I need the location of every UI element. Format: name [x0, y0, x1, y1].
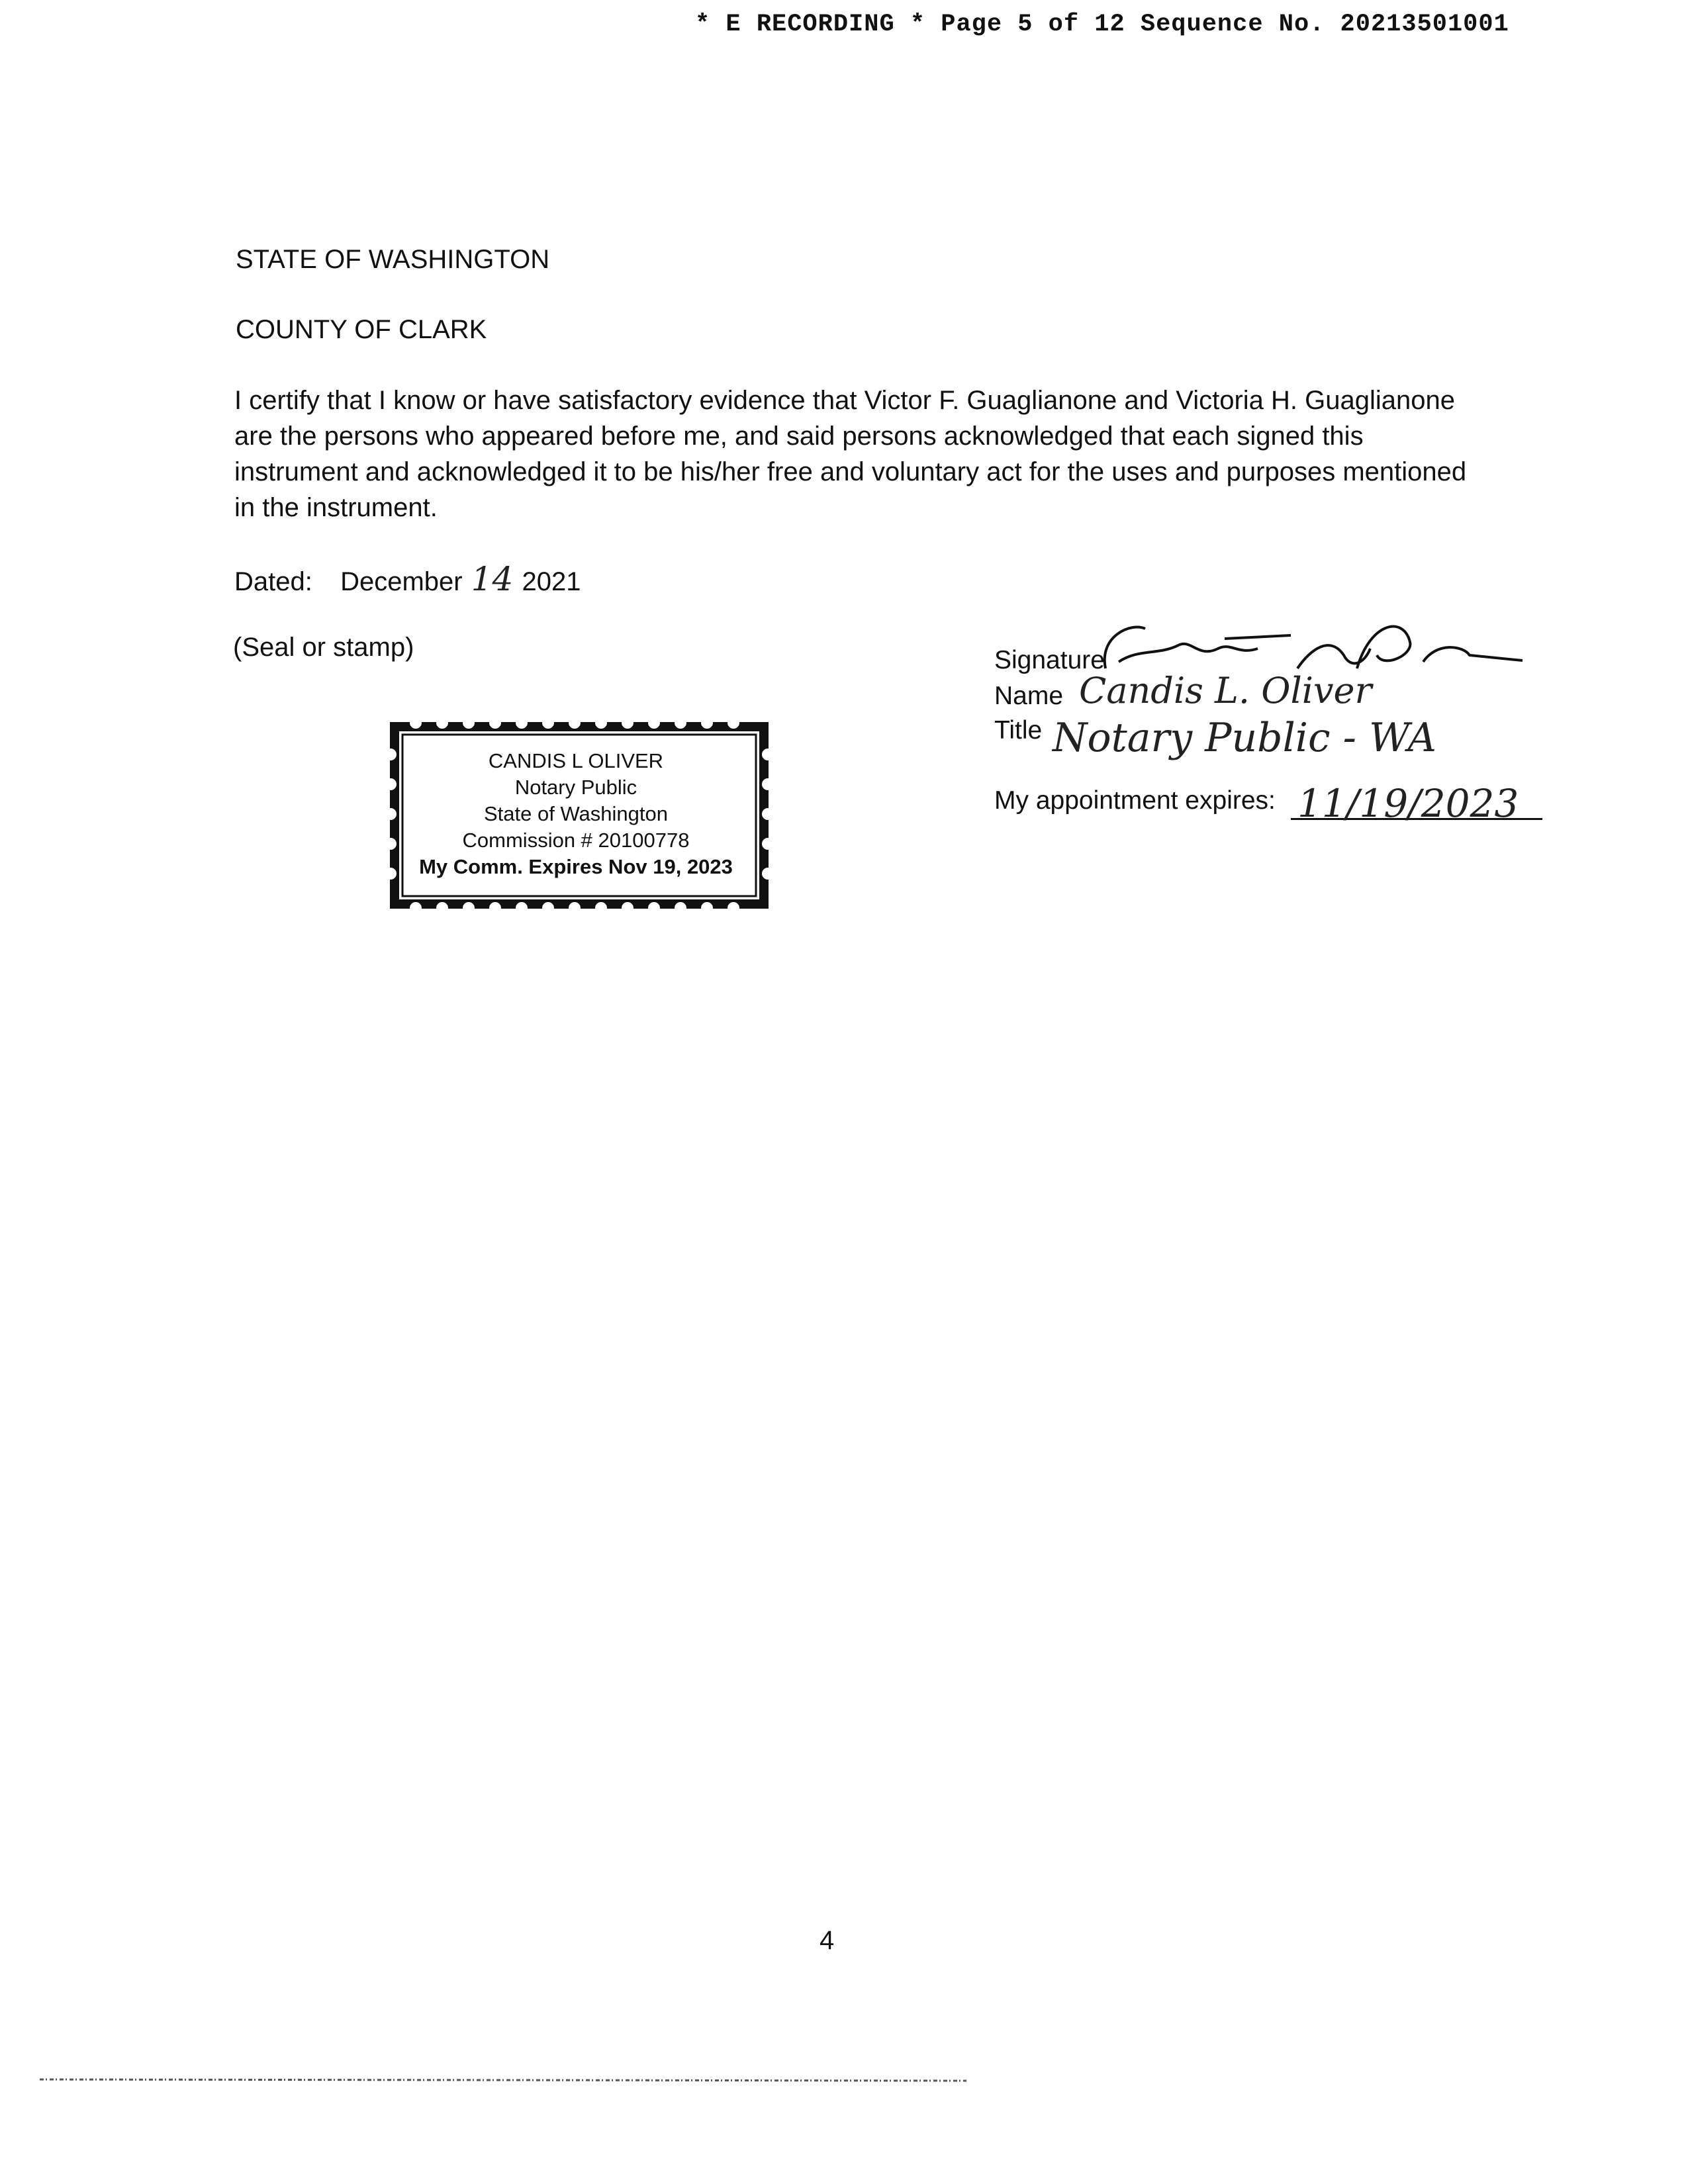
scan-artifact-line: [40, 2077, 966, 2083]
name-handwritten: Candis L. Oliver: [1079, 670, 1372, 711]
page-number: 4: [820, 1926, 835, 1955]
name-label: Name: [994, 682, 1064, 710]
title-handwritten: Notary Public - WA: [1053, 715, 1436, 761]
stamp-name: CANDIS L OLIVER: [488, 749, 664, 772]
dated-month: December: [340, 567, 463, 596]
stamp-title: Notary Public: [514, 776, 637, 799]
notary-stamp-text: [397, 748, 755, 880]
stamp-expires: My Comm. Expires Nov 19, 2023: [419, 855, 733, 878]
signature-label: Signature: [994, 646, 1105, 674]
stamp-commission: Commission # 20100778: [462, 829, 690, 852]
dated-label: Dated:: [234, 567, 312, 596]
county-heading: COUNTY OF CLARK: [236, 315, 487, 344]
appointment-label: My appointment expires:: [994, 786, 1276, 815]
certification-paragraph: I certify that I know or have satisfactory evidence that Victor F. Guaglianone and Victoria H. Guaglianone are the persons who appeared before me, and said persons acknowledged that each signed this instrument and acknowledged it to be his/her free and voluntary act for the uses and purposes mentioned in the instrument.: [234, 386, 1467, 522]
dated-line: [234, 560, 581, 598]
recording-header: * E RECORDING * Page 5 of 12 Sequence No. 20213501001: [695, 11, 1509, 38]
state-heading: STATE OF WASHINGTON: [236, 245, 550, 274]
title-label: Title: [994, 716, 1043, 745]
dated-day-handwritten: 14: [471, 560, 514, 598]
seal-label: (Seal or stamp): [233, 633, 414, 662]
appointment-handwritten: 11/19/2023: [1297, 781, 1519, 826]
stamp-state: State of Washington: [483, 802, 669, 825]
dated-year: 2021: [522, 567, 581, 596]
